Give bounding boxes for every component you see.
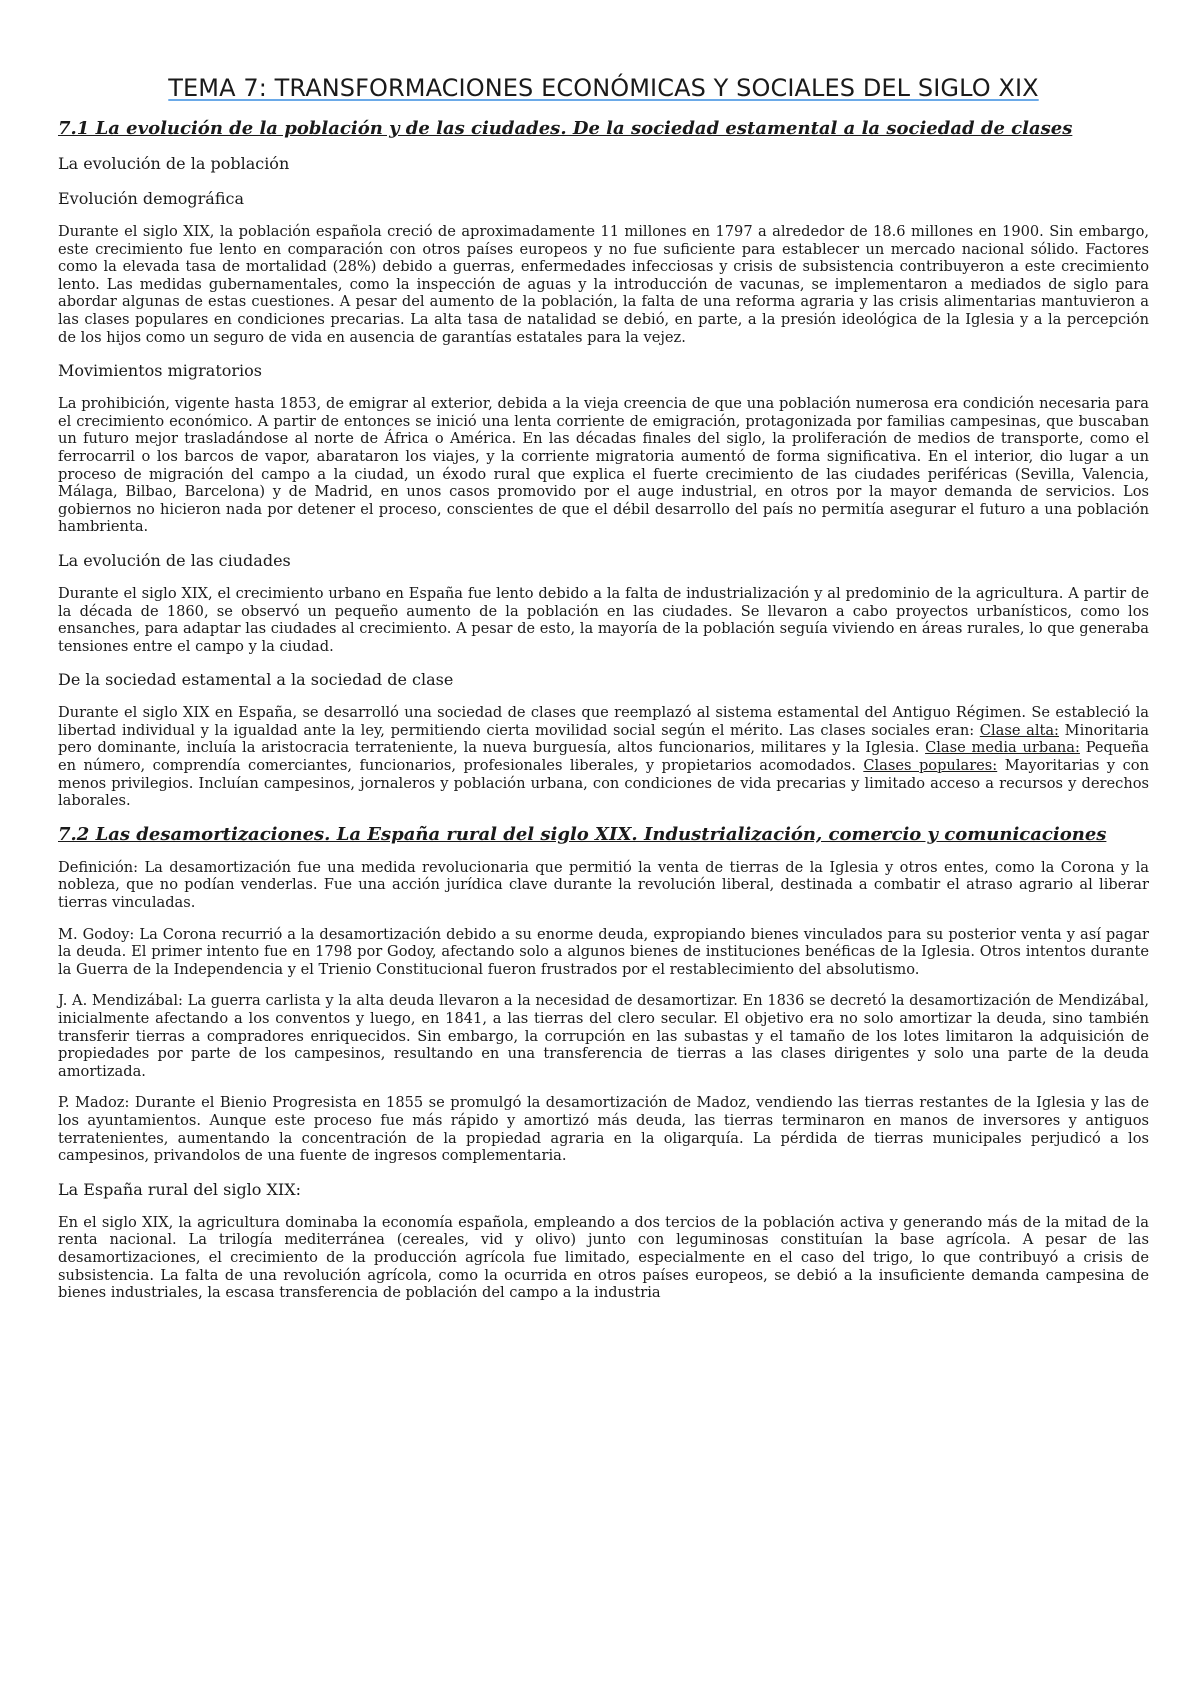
paragraph-demographic: Durante el siglo XIX, la población española creció de aproximadamente 11 millones en 1797 a alrededor de 18.6 millones en 1900. Sin embargo, este crecimiento fue lento en comparación con otros países europeos y no fue suficiente para establecer un mercado nacional sólido. Factores como la elevada tasa de mortalidad (28%) debido a guerras, enfermedades infecciosas y crisis de subsistencia contribuyeron a este crecimiento lento. Las medidas gubernamentales, como la inspección de aguas y la introducción de vacunas, se implementaron a mediados de siglo para abordar algunas de estas cuestiones. A pesar del aumento de la población, la falta de una reforma agraria y las crisis alimentarias mantuvieron a las clases populares en condiciones precarias. La alta tasa de natalidad se debió, en parte, a la presión ideológica de la Iglesia y a la percepción de los hijos como un seguro de vida en ausencia de garantías estatales para la vejez. (58, 223, 1149, 346)
godoy-text: La Corona recurrió a la desamortización debido a su enorme deuda, expropiando bienes vinculados para su posterior venta y así pagar la deuda. El primer intento fue en 1798 por Godoy, afectando solo a algunos bienes de instituciones benéficas de la Iglesia. Otros intentos durante la Guerra de la Independencia y el Trienio Constitucional fueron frustrados por el restablecimiento del absolutismo. (58, 925, 1149, 978)
subheading-migration: Movimientos migratorios (58, 361, 262, 381)
subheading-society: De la sociedad estamental a la sociedad de clase (58, 670, 454, 690)
class-mid-label: Clase media urbana: (925, 739, 1080, 757)
class-mid-text: Pequeña en número, comprendía comerciantes, funcionarios, profesionales liberales, y propietarios acomodados. (58, 739, 1150, 775)
subheading-rural-spain: La España rural del siglo XIX: (58, 1179, 302, 1199)
madoz-label: P. Madoz: (58, 1094, 130, 1112)
section-heading-7-2: 7.2 Las desamortizaciones. La España rural del siglo XIX. Industrialización, comercio y comunicaciones (58, 823, 1107, 845)
mendizabal-label: J. A. Mendizábal: (58, 992, 183, 1010)
paragraph-society (58, 704, 1149, 810)
paragraph-mendizabal (58, 992, 1149, 1080)
paragraph-migration: La prohibición, vigente hasta 1853, de emigrar al exterior, debida a la vieja creencia de que una población numerosa era condición necesaria para el crecimiento económico. A partir de entonces se inició una lenta corriente de emigración, protagonizada por familias campesinas, que buscaban un futuro mejor trasladándose al norte de África o América. En las décadas finales del siglo, la proliferación de medios de transporte, como el ferrocarril o los barcos de vapor, abarataron los viajes, y la corriente migratoria aumentó de forma significativa. En el interior, dio lugar a un proceso de migración del campo a la ciudad, un éxodo rural que explica el fuerte crecimiento de las ciudades periféricas (Sevilla, Valencia, Málaga, Bilbao, Barcelona) y de Madrid, en unos casos promovido por el auge industrial, en otros por la mayor demanda de servicios. Los gobiernos no hicieron nada por detener el proceso, conscientes de que el débil desarrollo del país no permitía asegurar el futuro a una población hambrienta. (58, 395, 1149, 536)
class-popular-label: Clases populares: (863, 757, 998, 775)
subheading-cities: La evolución de las ciudades (58, 550, 291, 570)
society-intro-text: Durante el siglo XIX en España, se desarrolló una sociedad de clases que reemplazó al sistema estamental del Antiguo Régimen. Se estableció la libertad individual y la igualdad ante la ley, permitiendo cierta movilidad social según el mérito. Las clases sociales eran: (58, 704, 1149, 739)
godoy-label: M. Godoy: (58, 925, 135, 943)
document-title: TEMA 7: TRANSFORMACIONES ECONÓMICAS Y SOCIALES DEL SIGLO XIX (168, 74, 1039, 102)
paragraph-cities: Durante el siglo XIX, el crecimiento urbano en España fue lento debido a la falta de industrialización y al predominio de la agricultura. A partir de la década de 1860, se observó un pequeño aumento de la población en las ciudades. Se llevaron a cabo proyectos urbanísticos, como los ensanches, para adaptar las ciudades al crecimiento. A pesar de esto, la mayoría de la población seguía viviendo en áreas rurales, lo que generaba tensiones entre el campo y la ciudad. (58, 584, 1149, 655)
section-heading-7-1: 7.1 La evolución de la población y de las ciudades. De la sociedad estamental a la sociedad de clases (58, 118, 1073, 139)
paragraph-godoy (58, 926, 1149, 979)
paragraph-madoz (58, 1094, 1149, 1164)
class-high-label: Clase alta: (979, 721, 1059, 739)
definition-label: Definición: (58, 858, 139, 876)
class-high-text: Minoritaria pero dominante, incluía la aristocracia terrateniente, la nueva burguesía, altos funcionarios, militares y la Iglesia. (58, 721, 1149, 757)
mendizabal-text: La guerra carlista y la alta deuda llevaron a la necesidad de desamortizar. En 1836 se decretó la desamortización de Mendizábal, inicialmente afectando a los conventos y luego, en 1841, a las tierras del clero secular. El objetivo era no solo amortizar la deuda, sino también transferir tierras a compradores enriquecidos. Sin embargo, la corrupción en las subastas y el tamaño de los lotes limitaron la adquisición de propiedades por parte de los campesinos, resultando en una transferencia de tierras a las clases dirigentes y solo una parte de la deuda amortizada. (58, 992, 1149, 1080)
madoz-text: Durante el Bienio Progresista en 1855 se promulgó la desamortización de Madoz, vendiendo las tierras restantes de la Iglesia y las de los ayuntamientos. Aunque este proceso fue más rápido y amortizó más deuda, las tierras terminaron en manos de inversores y antiguos terratenientes, aumentando la concentración de la propiedad agraria en la oligarquía. La pérdida de tierras municipales perjudicó a los campesinos, privandolos de una fuente de ingresos complementaria. (58, 1094, 1149, 1165)
paragraph-definition (58, 859, 1149, 912)
class-popular-text: Mayoritarias y con menos privilegios. Incluían campesinos, jornaleros y población urbana, con condiciones de vida precarias y limitado acceso a recursos y derechos laborales. (58, 757, 1149, 810)
subheading-population: La evolución de la población (58, 154, 290, 173)
subheading-demographic: Evolución demográfica (58, 189, 244, 208)
paragraph-rural-spain: En el siglo XIX, la agricultura dominaba la economía española, empleando a dos tercios de la población activa y generando más de la mitad de la renta nacional. La trilogía mediterránea (cereales, vid y olivo) junto con leguminosas constituían la base agrícola. A pesar de las desamortizaciones, el crecimiento de la producción agrícola fue limitado, especialmente en el caso del trigo, lo que contribuyó a crisis de subsistencia. La falta de una revolución agrícola, como la ocurrida en otros países europeos, se debió a la insuficiente demanda campesina de bienes industriales, la escasa transferencia de población del campo a la industria (58, 1213, 1149, 1302)
definition-text: La desamortización fue una medida revolucionaria que permitió la venta de tierras de la Iglesia y otros entes, como la Corona y la nobleza, que no podían venderlas. Fue una acción jurídica clave durante la revolución liberal, destinada a combatir el atraso agrario al liberar tierras vinculadas. (58, 858, 1149, 912)
